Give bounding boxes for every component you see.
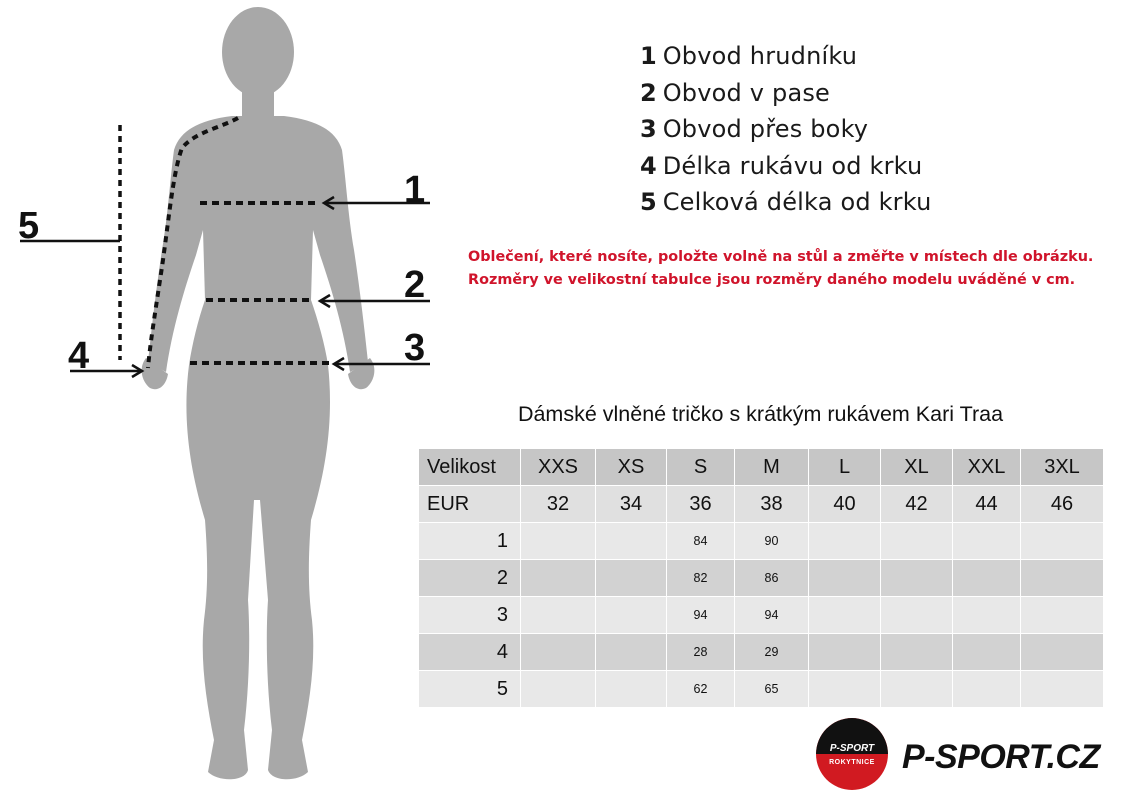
table-cell: EUR bbox=[419, 486, 521, 523]
header-cell: XS bbox=[596, 449, 667, 486]
table-row bbox=[419, 671, 1104, 708]
p-sport-logo bbox=[816, 718, 888, 790]
header-cell: 3XL bbox=[1021, 449, 1104, 486]
table-cell: 84 bbox=[667, 523, 735, 560]
table-cell: 46 bbox=[1021, 486, 1104, 523]
table-cell bbox=[881, 597, 953, 634]
table-cell bbox=[953, 671, 1021, 708]
table-cell: 62 bbox=[667, 671, 735, 708]
measurement-legend bbox=[640, 38, 1060, 221]
size-table bbox=[418, 448, 1104, 708]
legend-text: Obvod v pase bbox=[662, 78, 831, 107]
table-cell bbox=[809, 523, 881, 560]
table-cell: 38 bbox=[735, 486, 809, 523]
marker-5-label: 5 bbox=[18, 205, 40, 247]
table-cell bbox=[1021, 523, 1104, 560]
table-cell bbox=[953, 560, 1021, 597]
header-cell: S bbox=[667, 449, 735, 486]
legend-item bbox=[640, 75, 1060, 112]
measurement-instructions bbox=[468, 246, 1118, 292]
table-cell bbox=[521, 634, 596, 671]
table-cell bbox=[521, 597, 596, 634]
table-cell: 3 bbox=[419, 597, 521, 634]
brand-name: P-SPORT.CZ bbox=[902, 738, 1100, 776]
legend-item bbox=[640, 184, 1060, 221]
table-cell: 34 bbox=[596, 486, 667, 523]
table-cell bbox=[596, 671, 667, 708]
legend-number: 2 bbox=[640, 78, 657, 107]
legend-text: Délka rukávu od krku bbox=[662, 151, 923, 180]
table-cell: 4 bbox=[419, 634, 521, 671]
table-cell: 86 bbox=[735, 560, 809, 597]
header-cell: L bbox=[809, 449, 881, 486]
table-cell bbox=[1021, 671, 1104, 708]
instruction-line-2: Rozměry ve velikostní tabulce jsou rozměry daného modelu uváděné v cm. bbox=[468, 272, 1076, 288]
table-cell bbox=[809, 597, 881, 634]
table-cell: 94 bbox=[667, 597, 735, 634]
logo-subtext: ROKYTNICE bbox=[829, 759, 875, 766]
body-measurement-figure bbox=[0, 0, 440, 794]
table-cell: 44 bbox=[953, 486, 1021, 523]
table-cell bbox=[596, 523, 667, 560]
legend-text: Obvod hrudníku bbox=[662, 42, 858, 70]
table-cell: 94 bbox=[735, 597, 809, 634]
table-cell bbox=[596, 597, 667, 634]
instruction-line-1: Oblečení, které nosíte, položte volně na stůl a změřte v místech dle obrázku. bbox=[468, 249, 1094, 265]
legend-text: Obvod přes boky bbox=[662, 115, 869, 144]
product-title: Dámské vlněné tričko s krátkým rukávem Kari Traa bbox=[517, 402, 1004, 426]
marker-3-label: 3 bbox=[404, 327, 426, 369]
eur-size-row bbox=[419, 486, 1104, 523]
legend-number: 4 bbox=[640, 151, 657, 180]
legend-number: 1 bbox=[640, 42, 657, 70]
table-cell: 36 bbox=[667, 486, 735, 523]
table-cell bbox=[881, 671, 953, 708]
table-cell bbox=[881, 634, 953, 671]
table-cell bbox=[809, 634, 881, 671]
table-cell bbox=[596, 634, 667, 671]
marker-2-label: 2 bbox=[404, 264, 426, 306]
table-cell: 29 bbox=[735, 634, 809, 671]
legend-item bbox=[640, 148, 1060, 185]
table-cell: 90 bbox=[735, 523, 809, 560]
table-cell bbox=[881, 560, 953, 597]
legend-number: 3 bbox=[640, 115, 657, 144]
header-cell: Velikost bbox=[419, 449, 521, 486]
table-cell bbox=[1021, 634, 1104, 671]
header-cell: M bbox=[735, 449, 809, 486]
table-cell: 82 bbox=[667, 560, 735, 597]
table-cell bbox=[953, 523, 1021, 560]
size-header-row bbox=[419, 449, 1104, 486]
table-row bbox=[419, 597, 1104, 634]
table-cell bbox=[953, 634, 1021, 671]
female-silhouette bbox=[142, 7, 375, 779]
table-cell bbox=[881, 523, 953, 560]
logo-text: P-SPORT bbox=[829, 743, 875, 754]
table-cell bbox=[953, 597, 1021, 634]
table-cell: 40 bbox=[809, 486, 881, 523]
table-row bbox=[419, 523, 1104, 560]
table-cell: 1 bbox=[419, 523, 521, 560]
table-cell: 32 bbox=[521, 486, 596, 523]
table-cell: 65 bbox=[735, 671, 809, 708]
table-cell bbox=[809, 560, 881, 597]
table-cell: 42 bbox=[881, 486, 953, 523]
table-cell bbox=[596, 560, 667, 597]
marker-1-label: 1 bbox=[404, 169, 426, 211]
table-cell: 28 bbox=[667, 634, 735, 671]
legend-number: 5 bbox=[640, 188, 657, 217]
table-cell bbox=[1021, 597, 1104, 634]
table-cell: 5 bbox=[419, 671, 521, 708]
marker-4-label: 4 bbox=[68, 335, 90, 377]
legend-item bbox=[640, 111, 1060, 148]
header-cell: XXL bbox=[953, 449, 1021, 486]
table-cell bbox=[1021, 560, 1104, 597]
table-cell: 2 bbox=[419, 560, 521, 597]
legend-item bbox=[640, 38, 1060, 75]
header-cell: XL bbox=[881, 449, 953, 486]
table-cell bbox=[521, 560, 596, 597]
table-cell bbox=[809, 671, 881, 708]
table-row bbox=[419, 560, 1104, 597]
table-cell bbox=[521, 523, 596, 560]
table-row bbox=[419, 634, 1104, 671]
legend-text: Celková délka od krku bbox=[662, 188, 932, 217]
table-cell bbox=[521, 671, 596, 708]
header-cell: XXS bbox=[521, 449, 596, 486]
